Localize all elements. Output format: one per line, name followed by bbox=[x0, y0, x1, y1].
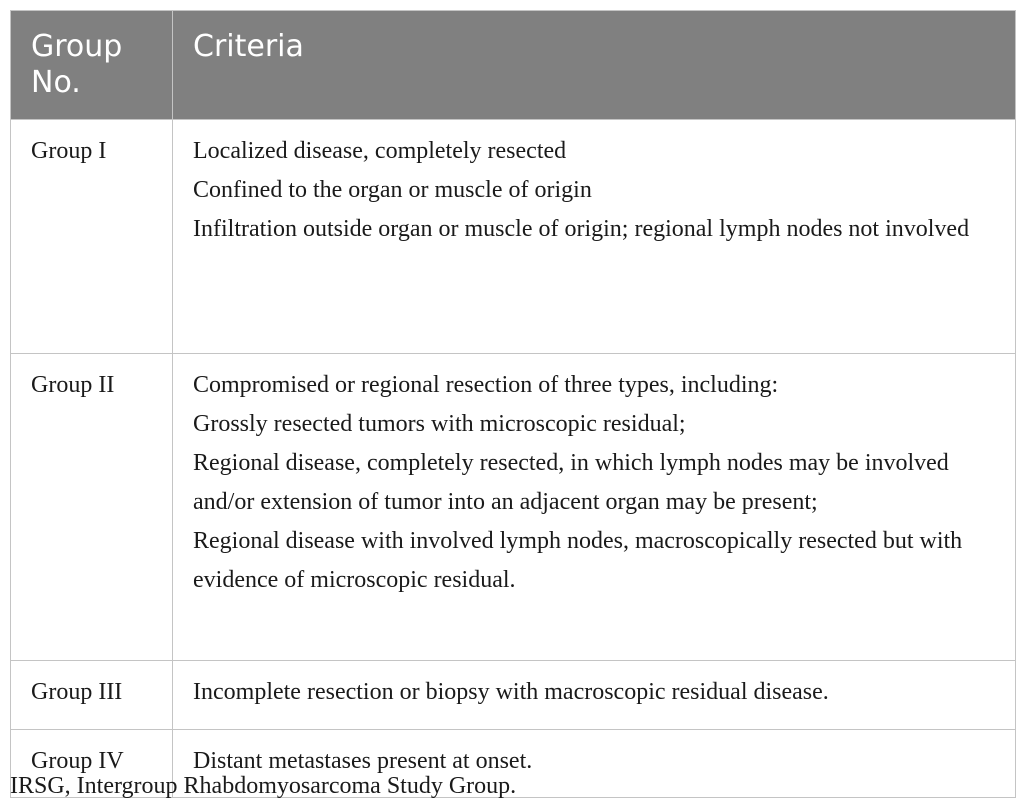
criteria-cell bbox=[173, 354, 1016, 661]
criteria-cell bbox=[173, 661, 1016, 730]
criteria-line: Distant metastases present at onset. bbox=[193, 748, 533, 774]
criteria-line: Grossly resected tumors with microscopic residual; bbox=[193, 411, 686, 437]
irsg-group-table bbox=[10, 10, 1016, 798]
criteria-line: Incomplete resection or biopsy with macroscopic residual disease. bbox=[193, 679, 829, 705]
group-cell: Group IV bbox=[11, 730, 173, 798]
header-group-no: Group No. bbox=[11, 11, 173, 120]
group-cell: Group I bbox=[11, 120, 173, 354]
criteria-line: Compromised or regional resection of three types, including: bbox=[193, 372, 779, 398]
criteria-line: Regional disease with involved lymph nodes, macroscopically resected but with evidence of microscopic residual. bbox=[193, 528, 963, 593]
header-criteria: Criteria bbox=[173, 11, 1016, 120]
table-row bbox=[11, 120, 1016, 354]
group-cell: Group III bbox=[11, 661, 173, 730]
criteria-line: Localized disease, completely resected bbox=[193, 138, 567, 164]
table-row bbox=[11, 661, 1016, 730]
criteria-line: Regional disease, completely resected, in which lymph nodes may be involved and/or extension of tumor into an adjacent organ may be present; bbox=[193, 450, 949, 515]
irsg-group-table-container bbox=[10, 10, 1015, 798]
table-footnote: IRSG, Intergroup Rhabdomyosarcoma Study Group. bbox=[10, 773, 517, 799]
header-row bbox=[11, 11, 1016, 120]
group-cell: Group II bbox=[11, 354, 173, 661]
criteria-line: Infiltration outside organ or muscle of origin; regional lymph nodes not involved bbox=[193, 216, 970, 242]
table-row bbox=[11, 354, 1016, 661]
table-header bbox=[11, 11, 1016, 120]
table-body bbox=[11, 120, 1016, 798]
criteria-cell bbox=[173, 120, 1016, 354]
criteria-line: Confined to the organ or muscle of origin bbox=[193, 177, 592, 203]
